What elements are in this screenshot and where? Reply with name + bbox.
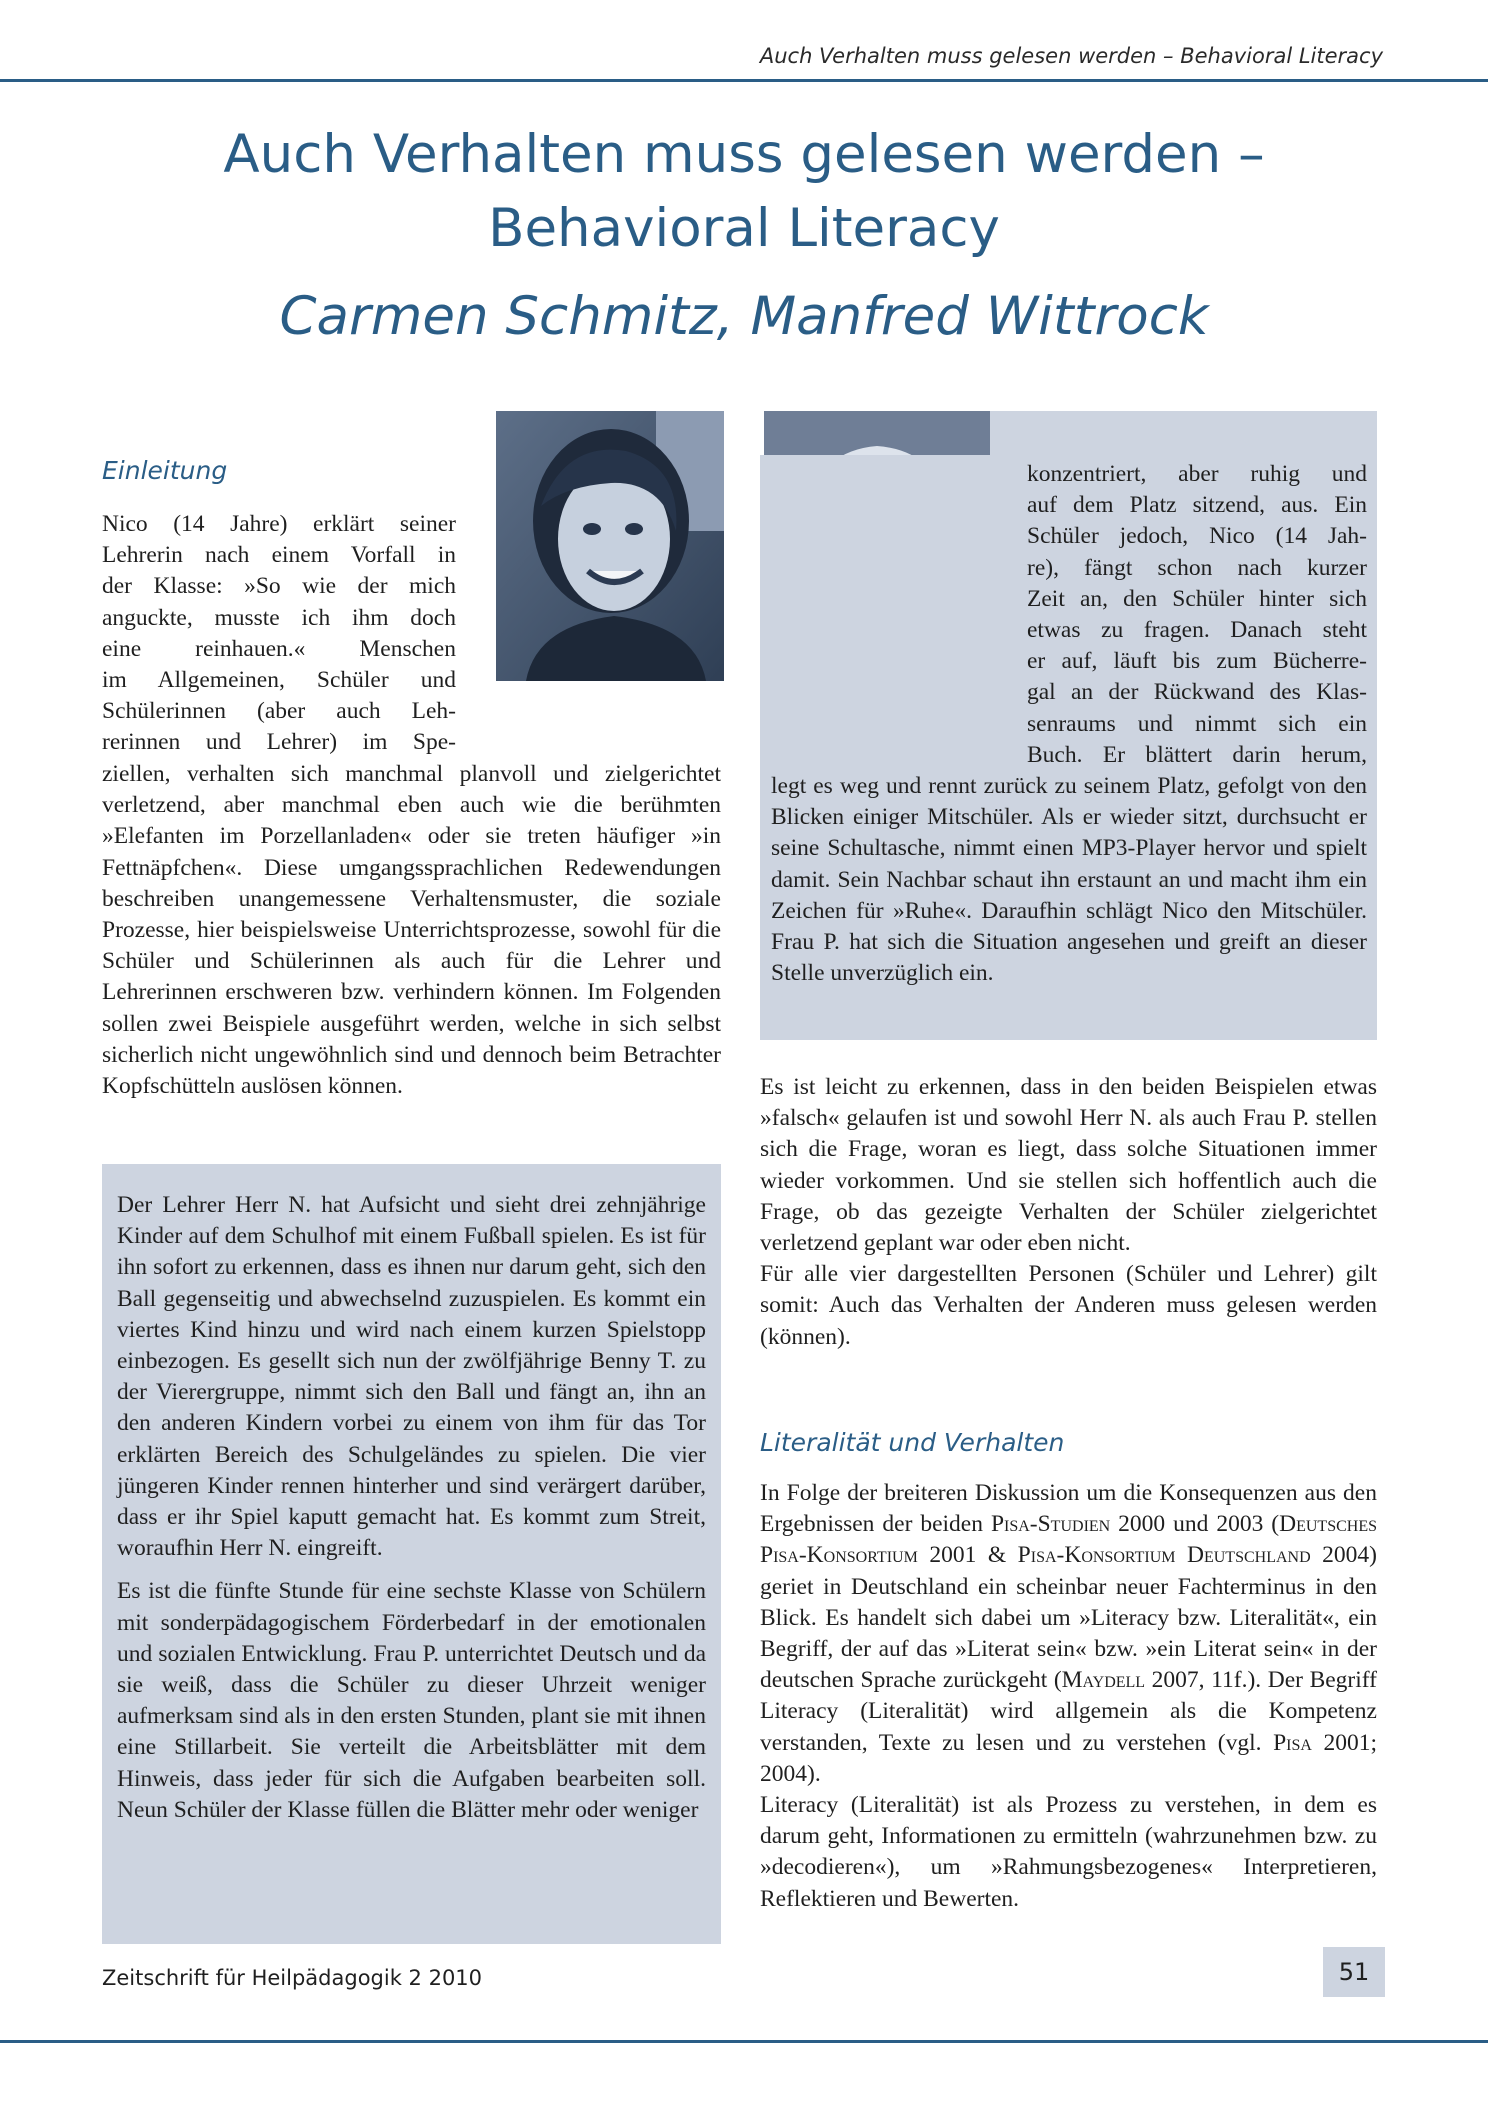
intro-line: Lehrerin nach einem Vorfall in	[102, 542, 456, 569]
example-box-continued-top	[990, 411, 1377, 455]
running-head: Auch Verhalten muss gelesen werden – Behavioral Literacy	[759, 44, 1383, 68]
discussion-paragraph-1: Es ist leicht zu erkennen, dass in den beiden Beispielen etwas »falsch« gelaufen ist und sowohl Herr N. als auch Frau P. stellen sich die Frage, woran es liegt, dass solche Situationen immer wieder vorkommen. Und sie stellen sich hoffentlich auch die Frage, ob das gezeigte Verhalten der Schüler zielgerichtet verletzend geplant war oder eben nicht.	[760, 1074, 1377, 1257]
discussion-text	[760, 1072, 1377, 1353]
literacy-paragraph-2: Literacy (Literalität) ist als Prozess zu verstehen, in dem es darum geht, Informationen zu ermitteln (wahrzunehmen bzw. zu »decodieren«), um »Rahmungsbezogenes« Interpretieren, Reflektieren und Bewerten.	[760, 1792, 1377, 1912]
intro-paragraph: ziellen, verhalten sich manchmal planvoll und zielgerichtet verletzend, aber manchmal eben auch wie die berühmten »Elefanten im Porzellanladen« oder sie treten häufiger »in Fettnäpfchen«. Diese umgangssprachlichen Redewendungen beschreiben unangemessene Verhaltensmuster, die soziale Prozesse, hier beispielsweise Unterrichtsprozesse, sowohl für die Schüler und Schülerinnen als auch für die Lehrer und Lehrerinnen erschweren bzw. verhindern können. Im Folgenden sollen zwei Beispiele ausgeführt werden, welche in sich selbst sicherlich nicht ungewöhnlich sind und dennoch beim Betrachter Kopfschütteln auslösen können.	[102, 761, 721, 1100]
example-continued-narrow	[1027, 459, 1367, 771]
intro-line: im Allgemeinen, Schüler und	[102, 666, 456, 693]
example-continued-line: Schüler jedoch, Nico (14 Jah-	[1027, 523, 1367, 550]
intro-narrow-text	[102, 509, 456, 759]
discussion-paragraph-2: Für alle vier dargestellten Personen (Schüler und Lehrer) gilt somit: Auch das Verhalten der Anderen muss gelesen werden (können).	[760, 1261, 1377, 1350]
example-text	[117, 1190, 706, 1826]
author-photo-schmitz	[496, 411, 724, 681]
example-continued-line: konzentriert, aber ruhig und	[1027, 461, 1367, 487]
intro-line: eine reinhauen.« Menschen	[102, 635, 456, 662]
article-title	[0, 118, 1488, 266]
header-rule	[0, 79, 1488, 82]
example-continued-text	[771, 771, 1367, 989]
title-line-2: Behavioral Literacy	[488, 198, 1000, 259]
authors: Carmen Schmitz, Manfred Wittrock	[279, 286, 1209, 347]
example-continued-paragraph: legt es weg und rennt zurück zu seinem Platz, gefolgt von den Blicken einiger Mitschüler. Als er wieder sitzt, durchsucht er seine Schultasche, nimmt einen MP3-Player hervor und spielt damit. Sein Nachbar schaut ihn erstaunt an und macht ihm ein Zeichen für »Ruhe«. Daraufhin schlägt Nico den Mitschüler. Frau P. hat sich die Situation angesehen und greift an dieser Stelle unverzüglich ein.	[771, 773, 1367, 987]
example-continued-line: senraums und nimmt sich ein	[1027, 710, 1367, 737]
title-line-1: Auch Verhalten muss gelesen werden –	[223, 124, 1265, 185]
intro-line: Schülerinnen (aber auch Leh-	[102, 698, 456, 725]
intro-line: Nico (14 Jahre) erklärt seiner	[102, 511, 456, 537]
page-number: 51	[1323, 1947, 1385, 1997]
section-heading-einleitung: Einleitung	[102, 456, 228, 485]
example-paragraph-1: Der Lehrer Herr N. hat Aufsicht und sieht drei zehnjährige Kinder auf dem Schulhof mit einem Fußball spielen. Es ist für ihn sofort zu erkennen, dass es ihnen nur darum geht, sich den Ball gegenseitig und abwechselnd zuzuspielen. Es kommt ein viertes Kind hinzu und wird nach einem kurzen Spielstopp einbezogen. Es gesellt sich nun der zwölfjährige Benny T. zu der Vierergruppe, nimmt sich den Ball und fängt an, ihn an den anderen Kindern vorbei zu einem von ihm für das Tor erklärten Bereich des Schulgeländes zu spielen. Die vier jüngeren Kinder rennen hinterher und sind verärgert darüber, dass er ihr Spiel kaputt gemacht hat. Es kommt zum Streit, woraufhin Herr N. eingreift.	[117, 1192, 706, 1562]
literacy-text	[760, 1478, 1377, 1915]
literacy-paragraph-1: In Folge der breiteren Diskussion um die Konsequenzen aus den Ergebnissen der beiden Pisa-Studien 2000 und 2003 (Deutsches Pisa-Konsortium 2001 & Pisa-Konsortium Deutschland 2004) geriet in Deutschland ein scheinbar neuer Fachterminus in den Blick. Es handelt sich dabei um »Literacy bzw. Literalität«, ein Begriff, der auf das »Literat sein« bzw. »ein Literat sein« in der deutschen Sprache zurückgeht (Maydell 2007, 11f.). Der Begriff Literacy (Literalität) wird allgemein als die Kompetenz verstanden, Texte zu lesen und zu verstehen (vgl. Pisa 2001; 2004).	[760, 1480, 1378, 1787]
intro-body-text	[102, 759, 721, 1102]
example-continued-line: re), fängt schon nach kurzer	[1027, 554, 1367, 581]
example-continued-line: auf dem Platz sitzend, aus. Ein	[1027, 492, 1367, 519]
intro-line: rerinnen und Lehrer) im Spe-	[102, 729, 456, 756]
example-continued-line: Zeit an, den Schüler hinter sich	[1027, 585, 1367, 612]
journal-footer: Zeitschrift für Heilpädagogik 2 2010	[102, 1966, 483, 1990]
example-paragraph-2: Es ist die fünfte Stunde für eine sechste Klasse von Schülern mit sonderpädagogischem Förderbedarf in der emotionalen und sozialen Entwicklung. Frau P. unterrichtet Deutsch und da sie weiß, dass die Schüler zu dieser Uhrzeit weniger aufmerksam sind als in den ersten Stunden, plant sie mit ihnen eine Stillarbeit. Sie verteilt die Arbeitsblätter mit dem Hinweis, dass jeder für sich die Aufgaben bearbeiten soll. Neun Schüler der Klasse füllen die Blätter mehr oder weniger	[117, 1578, 706, 1823]
example-continued-line: gal an der Rückwand des Klas-	[1027, 679, 1367, 706]
footer-rule	[0, 2040, 1488, 2043]
section-heading-literalitaet: Literalität und Verhalten	[760, 1428, 1065, 1457]
example-continued-line: Buch. Er blättert darin herum,	[1027, 741, 1367, 768]
intro-line: der Klasse: »So wie der mich	[102, 573, 456, 600]
example-continued-line: etwas zu fragen. Danach steht	[1027, 616, 1367, 643]
intro-line: anguckte, musste ich ihm doch	[102, 604, 456, 631]
example-continued-line: er auf, läuft bis zum Bücherre-	[1027, 648, 1367, 675]
